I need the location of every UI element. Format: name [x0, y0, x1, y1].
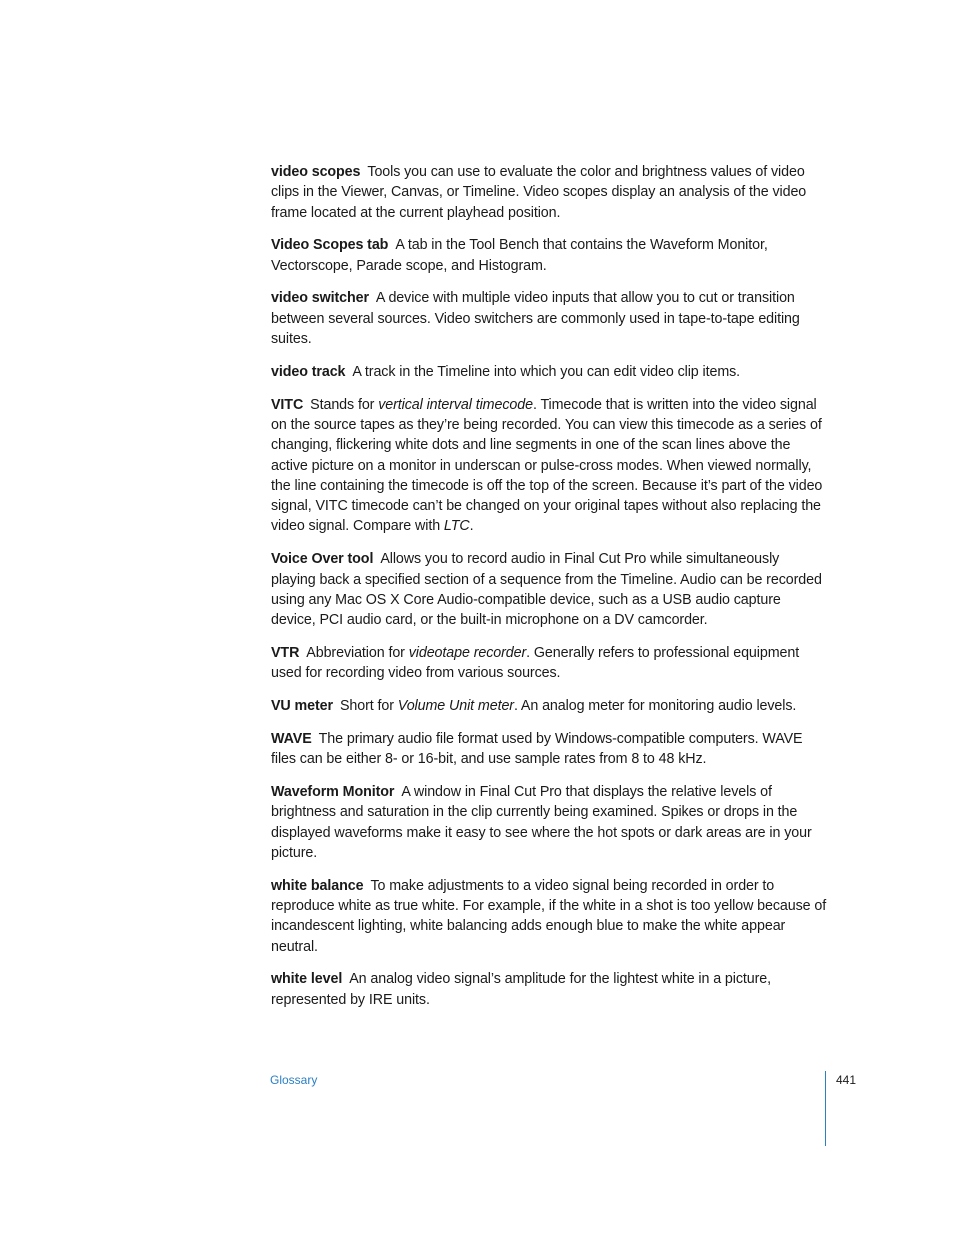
- glossary-term: WAVE: [271, 730, 312, 747]
- glossary-entry-video-switcher: [271, 288, 827, 349]
- glossary-term: Video Scopes tab: [271, 237, 389, 254]
- glossary-definition: A window in Final Cut Pro that displays the relative levels of brightness and saturation in the clip currently being examined. Spikes or drops in the displayed waveforms make it easy to see where the hot spots or dark areas are in your picture.: [271, 783, 812, 861]
- glossary-entry-white-balance: [271, 876, 827, 957]
- glossary-entry-vitc: [271, 395, 827, 537]
- glossary-entry-vtr: [271, 643, 827, 684]
- glossary-term: video switcher: [271, 290, 369, 307]
- glossary-definition: A device with multiple video inputs that allow you to cut or transition between several sources. Video switchers are commonly used in tape-to-tape editing suites.: [271, 290, 800, 348]
- glossary-entry-waveform-monitor: [271, 782, 827, 863]
- glossary-definition: Tools you can use to evaluate the color and brightness values of video clips in the Viewer, Canvas, or Timeline. Video scopes display an analysis of the video frame located at the current playhead position.: [271, 164, 807, 221]
- glossary-definition-suffix: . Timecode that is written into the video signal on the source tapes as they’re being recorded. You can view this timecode as a series of changing, flickering white dots and line segments in one of the scan lines above the active picture on a monitor in underscan or pulse-cross modes. When viewed normally, the line containing the timecode is off the top of the screen. Because it’s part of the video signal, VITC timecode can’t be changed on your original tapes without also replacing the video signal. Compare with: [271, 396, 823, 535]
- glossary-definition-suffix: . An analog meter for monitoring audio levels.: [513, 698, 797, 715]
- glossary-term: video scopes: [271, 164, 361, 180]
- glossary-entry-wave: [271, 729, 827, 770]
- glossary-entry-video-track: [271, 362, 827, 382]
- glossary-definition-prefix: Abbreviation for: [306, 644, 409, 661]
- glossary-definition-end: .: [469, 518, 474, 535]
- glossary-definition: Allows you to record audio in Final Cut Pro while simultaneously playing back a specified section of a sequence from the Timeline. Audio can be recorded using any Mac OS X Core Audio-compatible device, such as a USB audio capture device, PCI audio card, or the built-in microphone on a DV camcorder.: [271, 551, 822, 629]
- glossary-term: video track: [271, 363, 346, 380]
- glossary-definition-emphasis: videotape recorder: [408, 644, 527, 661]
- glossary-entry-voice-over-tool: [271, 549, 827, 630]
- glossary-term: VITC: [271, 396, 304, 413]
- glossary-entry-video-scopes: [271, 162, 827, 223]
- glossary-definition: A tab in the Tool Bench that contains the Waveform Monitor, Vectorscope, Parade scope, and Histogram.: [271, 237, 768, 274]
- glossary-definition-suffix: . Generally refers to professional equipment used for recording video from various sources.: [271, 644, 800, 682]
- glossary-term: Waveform Monitor: [271, 783, 395, 800]
- glossary-definition: To make adjustments to a video signal being recorded in order to reproduce white as true white. For example, if the white in a shot is too yellow because of incandescent lighting, white balancing adds enough blue to make the white appear neutral.: [271, 877, 827, 955]
- footer-divider: [825, 1071, 826, 1146]
- glossary-content: [271, 162, 827, 1022]
- glossary-term: VU meter: [271, 698, 333, 715]
- glossary-term: Voice Over tool: [271, 551, 374, 568]
- glossary-definition-emphasis: vertical interval timecode: [378, 396, 533, 413]
- glossary-definition-prefix: Stands for: [310, 396, 379, 413]
- page-number: 441: [836, 1073, 857, 1087]
- glossary-entry-video-scopes-tab: [271, 235, 827, 276]
- glossary-cross-reference: LTC: [443, 518, 470, 535]
- glossary-definition: An analog video signal’s amplitude for the lightest white in a picture, represented by IRE units.: [271, 971, 772, 1008]
- glossary-definition-prefix: Short for: [339, 698, 398, 715]
- glossary-definition: The primary audio file format used by Windows-compatible computers. WAVE files can be either 8- or 16-bit, and use sample rates from 8 to 48 kHz.: [271, 730, 803, 768]
- glossary-term: white level: [271, 971, 343, 988]
- glossary-definition-emphasis: Volume Unit meter: [397, 698, 514, 715]
- glossary-term: white balance: [271, 877, 364, 894]
- footer-section-link[interactable]: Glossary: [270, 1073, 318, 1087]
- glossary-definition: A track in the Timeline into which you can edit video clip items.: [352, 363, 741, 380]
- glossary-entry-white-level: [271, 969, 827, 1010]
- glossary-term: VTR: [271, 644, 300, 661]
- glossary-entry-vu-meter: [271, 696, 827, 716]
